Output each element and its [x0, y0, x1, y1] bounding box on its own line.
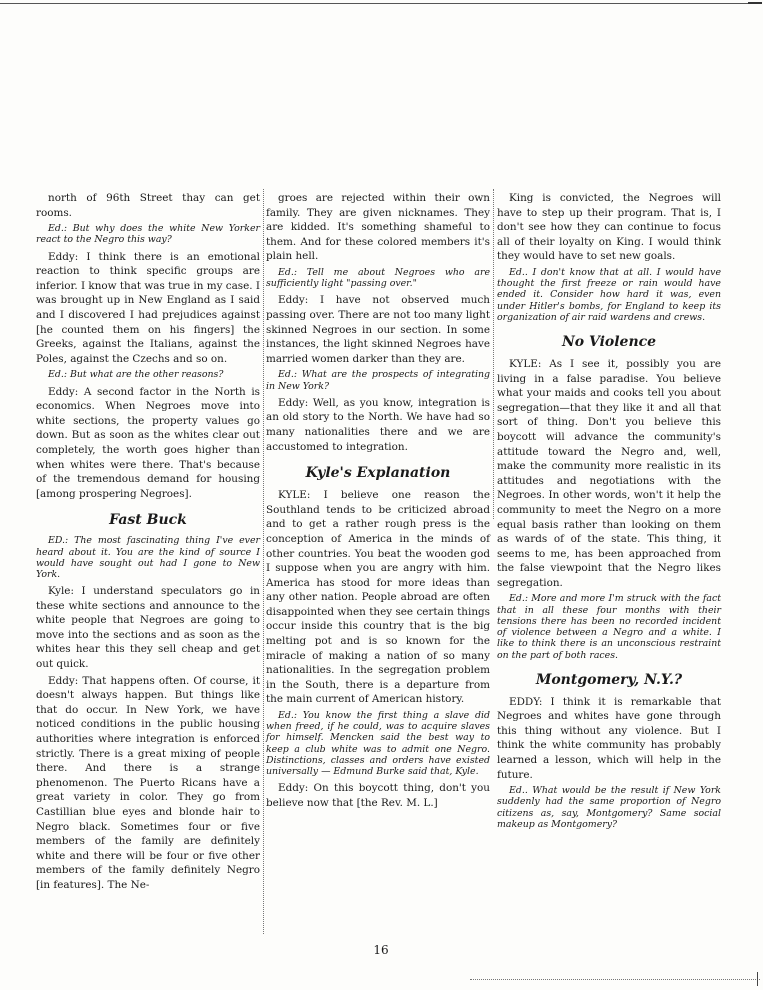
column-divider [493, 189, 494, 519]
paragraph: Eddy: I have not observed much passing over. There are not too many light skinned Negroes in our section. In some instances, the light skinned Negroes have married women darker than they are. [266, 294, 490, 365]
section-heading: Montgomery, N.Y.? [535, 671, 683, 688]
paragraph: Eddy: On this boycott thing, don't you believe now that [the Rev. M. L.] [266, 782, 490, 809]
top-rule-mark [748, 2, 762, 4]
paragraph: north of 96th Street thay can get rooms. [36, 192, 260, 219]
editor-question: Ed.. I don't know that at all. I would have thought the first freeze or rain would have ended it. Consider how hard it was, even under Hitler's bombs, for England to keep its organization of air raid wardens and crews. [497, 266, 721, 323]
paragraph: Eddy: A second factor in the North is economics. When Negroes move into white sections, the property values go down. But as soon as the whites clear out completely, the worth goes higher than when whites were there. That's because of the tremendous demand for housing [among prospering Negroes]. [36, 385, 260, 500]
editor-question: Ed.. What would be the result if New York suddenly had the same proportion of Negro citizens as, say, Montgomery? Same social makeup as Montgomery? [497, 785, 721, 830]
paragraph: Kyle: I understand speculators go in these white sections and announce to the white people that Negroes are going to move into the sections and as soon as the whites hear this they sell cheap and get out quick. [36, 585, 260, 671]
section-heading: Kyle's Explanation [305, 465, 451, 482]
paragraph: King is convicted, the Negroes will have to step up their program. That is, I don't see how they can continue to focus all of their loyalty on King. I would think they would have to set new goals. [497, 192, 721, 263]
paragraph: Eddy: I think there is an emotional reaction to think specific groups are inferior. I know that was true in my case. I was brought up in New England as I said and I discovered I had prejudices against [he counted them on his fingers] the Greeks, against the Italians, against the Poles, against the Czechs and so on. [36, 250, 260, 365]
bottom-rule [470, 979, 760, 980]
paragraph: EDDY: I think it is remarkable that Negroes and whites have gone through this thing without any violence. But I think the white community has probably learned a lesson, which will help in the future. [497, 695, 721, 781]
bottom-rule-mark [757, 972, 758, 986]
editor-question: Ed.: But what are the other reasons? [48, 369, 224, 381]
paragraph: groes are rejected within their own family. They are given nicknames. They are kidded. It's something shameful to them. And for these colored members it's plain hell. [266, 192, 490, 263]
column-divider [263, 189, 264, 934]
editor-question: ED.: The most fascinating thing I've ever heard about it. You are the kind of source I would have sought out had I gone to New York. [36, 535, 260, 580]
page-number: 16 [373, 943, 389, 957]
editor-question: Ed.: What are the prospects of integrating in New York? [266, 369, 490, 392]
editor-question: Ed.: You know the first thing a slave did when freed, if he could, was to acquire slaves for himself. Mencken said the best way to keep a club white was to admit one Negro. Distinctions, classes and orders have existed universally — Edmund Burke said that, Kyle. [266, 710, 490, 778]
section-heading: Fast Buck [109, 512, 187, 529]
top-rule [0, 3, 759, 4]
section-heading: No Violence [561, 333, 657, 350]
paragraph: KYLE: As I see it, possibly you are living in a false paradise. You believe what your maids and cooks tell you about segregation—that they like it and all that sort of thing. Don't you believe this boycott will advance the community's attitude toward the Negro and, well, make the community more realistic in its attitudes and negotiations with the Negroes. In other words, won't it help the community to meet the Negro on a more equal basis rather than looking on them as wards of of the state. This thing, it seems to me, has been approached from the false viewpoint that the Negro likes segregation. [497, 357, 721, 589]
paragraph: KYLE: I believe one reason the Southland tends to be criticized abroad and to get a rather rough press is the conception of America in the minds of other countries. You beat the wooden god I suppose when you are angry with him. America has stood for more ideas than any other nation. People abroad are often disappointed when they see certain things occur inside this country that is the big melting pot and is so known for the miracle of making a nation of so many nationalities. In the segregation problem in the South, there is a departure from the main current of American history. [266, 489, 490, 706]
column-1 [36, 191, 260, 895]
paragraph: Eddy: Well, as you know, integration is an old story to the North. We have had so many nationalities there and we are accustomed to integration. [266, 396, 490, 453]
editor-question: Ed.: Tell me about Negroes who are sufficiently light "passing over." [266, 266, 490, 290]
editor-question: Ed.: But why does the white New Yorker react to the Negro this way? [36, 223, 260, 246]
column-2 [266, 191, 490, 812]
editor-question: Ed.: More and more I'm struck with the fact that in all these four months with their tensions there has been no recorded incident of violence between a Negro and a white. I like to think there is an unconscious restraint on the part of both races. [497, 593, 721, 661]
column-3 [497, 191, 721, 834]
paragraph: Eddy: That happens often. Of course, it doesn't always happen. But things like that do occur. In New York, we have noticed conditions in the public housing authorities where integration is enforced strictly. There is a great mixing of people there. And there is a strange phenomenon. The Puerto Ricans have a great variety in color. They go from Castillian blue eyes and blonde hair to Negro black. Sometimes four or five members of the family are definitely white and there will be four or five other members of the family definitely Negro [in features]. The Ne- [36, 674, 260, 891]
